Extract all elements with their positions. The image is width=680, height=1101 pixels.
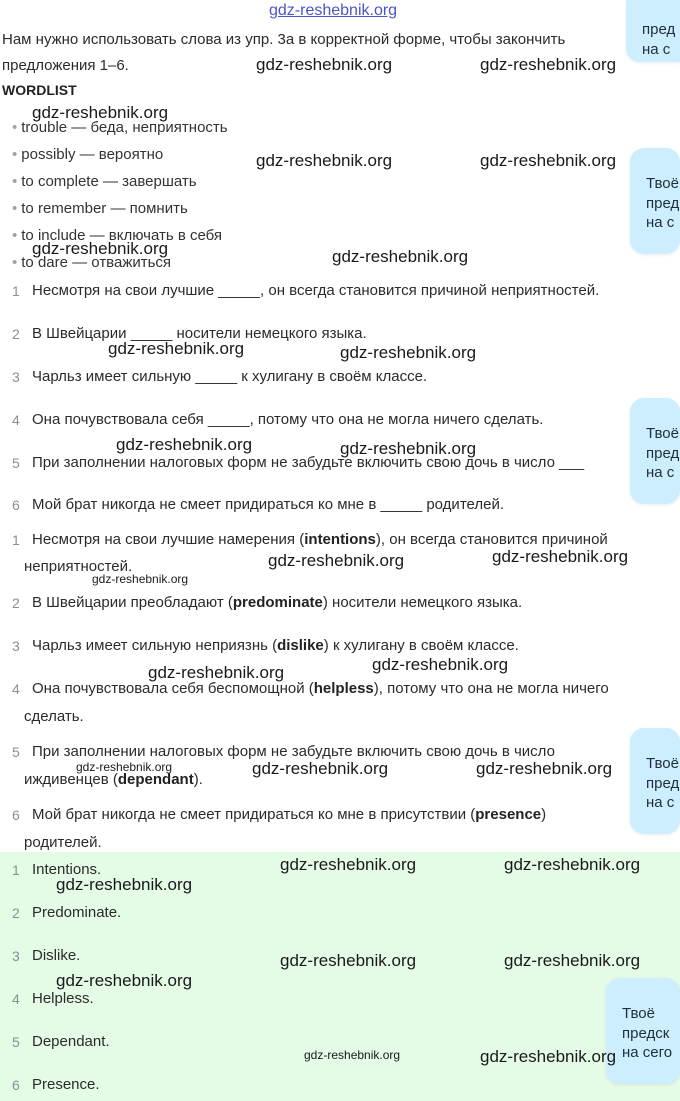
task-number: 5	[12, 455, 20, 471]
translation-number: 4	[12, 681, 20, 697]
task-number: 6	[12, 497, 20, 513]
watermark: gdz-reshebnik.org	[108, 339, 245, 358]
task-number: 1	[12, 283, 20, 299]
bullet-icon: •	[12, 254, 18, 271]
ad-bubble[interactable]: Твоё пред на с	[630, 148, 680, 254]
wordlist-item-text: possibly — вероятно	[21, 146, 164, 163]
wordlist-item	[12, 173, 197, 190]
translation-part: ), он всегда становится причиной	[375, 531, 608, 548]
translation-keyword: predominate	[232, 594, 323, 611]
watermark: gdz-reshebnik.org	[56, 971, 193, 990]
translation-part: ).	[193, 771, 203, 788]
translation-text	[32, 680, 609, 697]
translation-keyword: dependant	[117, 771, 194, 788]
translation-part: Она почувствовала себя беспомощной (	[32, 680, 314, 697]
translation-number: 2	[12, 595, 20, 611]
wordlist-heading: WORDLIST	[2, 82, 77, 98]
task-text: Несмотря на свои лучшие _____, он всегда становится причиной неприятностей.	[32, 282, 600, 299]
watermark: gdz-reshebnik.org	[332, 247, 469, 266]
translation-part: ), потому что она не могла ничего	[373, 680, 609, 697]
intro-text-line-2: предложения 1–6.	[2, 57, 129, 74]
answer-text: Predominate.	[32, 904, 122, 921]
answer-number: 4	[12, 991, 20, 1007]
watermark: gdz-reshebnik.org	[256, 151, 393, 170]
watermark: gdz-reshebnik.org	[504, 855, 641, 874]
task-number: 3	[12, 369, 20, 385]
translation-part: иждивенцев (	[24, 771, 118, 788]
wordlist-item-text: to remember — помнить	[21, 200, 188, 217]
translation-text	[32, 531, 608, 548]
ad-bubble[interactable]: пред на с	[626, 0, 680, 62]
translation-part: )	[541, 806, 547, 823]
wordlist-item	[12, 146, 163, 163]
translation-continuation: сделать.	[24, 708, 84, 725]
ad-bubble[interactable]: Твоё предск на сего	[606, 978, 680, 1084]
translation-part: Мой брат никогда не смеет придираться ко мне в присутствии (	[32, 806, 476, 823]
ad-bubble[interactable]: Твоё пред на с	[630, 398, 680, 504]
watermark: gdz-reshebnik.org	[116, 435, 253, 454]
wordlist-item	[12, 200, 188, 217]
bullet-icon: •	[12, 119, 18, 136]
translation-text	[32, 594, 522, 611]
wordlist-item-text: to complete — завершать	[21, 173, 197, 190]
bullet-icon: •	[12, 173, 18, 190]
watermark: gdz-reshebnik.org	[372, 655, 509, 674]
watermark: gdz-reshebnik.org	[340, 343, 477, 362]
site-header-link[interactable]: gdz-reshebnik.org	[269, 2, 398, 19]
answer-number: 5	[12, 1034, 20, 1050]
watermark: gdz-reshebnik.org	[304, 1048, 401, 1062]
watermark: gdz-reshebnik.org	[148, 663, 285, 682]
watermark: gdz-reshebnik.org	[56, 875, 193, 894]
translation-keyword: presence	[475, 806, 542, 823]
task-text: Мой брат никогда не смеет придираться ко мне в _____ родителей.	[32, 496, 505, 513]
watermark: gdz-reshebnik.org	[492, 547, 629, 566]
answer-text: Helpless.	[32, 990, 94, 1007]
translation-number: 6	[12, 807, 20, 823]
answer-number: 1	[12, 862, 20, 878]
intro-text-line-1: Нам нужно использовать слова из упр. 3а в корректной форме, чтобы закончить	[2, 31, 566, 48]
answer-number: 2	[12, 905, 20, 921]
watermark: gdz-reshebnik.org	[256, 55, 393, 74]
task-text: Она почувствовала себя _____, потому что она не могла ничего сделать.	[32, 411, 544, 428]
translation-continuation: родителей.	[24, 834, 102, 851]
watermark: gdz-reshebnik.org	[480, 55, 617, 74]
answer-text: Presence.	[32, 1076, 100, 1093]
task-text: Чарльз имеет сильную _____ к хулигану в своём классе.	[32, 368, 428, 385]
watermark: gdz-reshebnik.org	[480, 1047, 617, 1066]
wordlist-item-text: trouble — беда, неприятность	[21, 119, 228, 136]
watermark: gdz-reshebnik.org	[480, 151, 617, 170]
translation-part: В Швейцарии преобладают (	[32, 594, 233, 611]
translation-keyword: dislike	[277, 637, 324, 654]
answer-text: Dislike.	[32, 947, 81, 964]
task-text: В Швейцарии _____ носители немецкого языка.	[32, 325, 367, 342]
wordlist-item-text: to dare — отважиться	[21, 254, 172, 271]
translation-continuation: неприятностей.	[24, 558, 133, 575]
translation-part: Несмотря на свои лучшие намерения (	[32, 531, 305, 548]
translation-part: Чарльз имеет сильную неприязнь (	[32, 637, 278, 654]
watermark: gdz-reshebnik.org	[280, 951, 417, 970]
translation-keyword: helpless	[313, 680, 374, 697]
translation-number: 1	[12, 532, 20, 548]
answer-text: Intentions.	[32, 861, 102, 878]
translation-text: При заполнении налоговых форм не забудьте включить свою дочь в число	[32, 743, 555, 760]
translation-text	[32, 806, 546, 823]
watermark: gdz-reshebnik.org	[280, 855, 417, 874]
watermark: gdz-reshebnik.org	[76, 760, 173, 774]
translation-part: ) к хулигану в своём классе.	[323, 637, 519, 654]
translation-number: 5	[12, 744, 20, 760]
translation-number: 3	[12, 638, 20, 654]
watermark: gdz-reshebnik.org	[32, 103, 169, 122]
watermark: gdz-reshebnik.org	[32, 239, 169, 258]
watermark: gdz-reshebnik.org	[92, 572, 189, 586]
translation-keyword: intentions	[304, 531, 376, 548]
ad-bubble[interactable]: Твоё пред на с	[630, 728, 680, 834]
watermark: gdz-reshebnik.org	[268, 551, 405, 570]
bullet-icon: •	[12, 200, 18, 217]
answer-text: Dependant.	[32, 1033, 110, 1050]
translation-text	[32, 637, 519, 654]
watermark: gdz-reshebnik.org	[504, 951, 641, 970]
task-number: 4	[12, 412, 20, 428]
watermark: gdz-reshebnik.org	[340, 439, 477, 458]
bullet-icon: •	[12, 146, 18, 163]
translation-part: ) носители немецкого языка.	[322, 594, 523, 611]
watermark: gdz-reshebnik.org	[476, 759, 613, 778]
wordlist-item-text: to include — включать в себя	[21, 227, 223, 244]
task-number: 2	[12, 326, 20, 342]
watermark: gdz-reshebnik.org	[252, 759, 389, 778]
answer-number: 3	[12, 948, 20, 964]
answer-number: 6	[12, 1077, 20, 1093]
task-text: При заполнении налоговых форм не забудьте включить свою дочь в число ___	[32, 454, 585, 471]
bullet-icon: •	[12, 227, 18, 244]
